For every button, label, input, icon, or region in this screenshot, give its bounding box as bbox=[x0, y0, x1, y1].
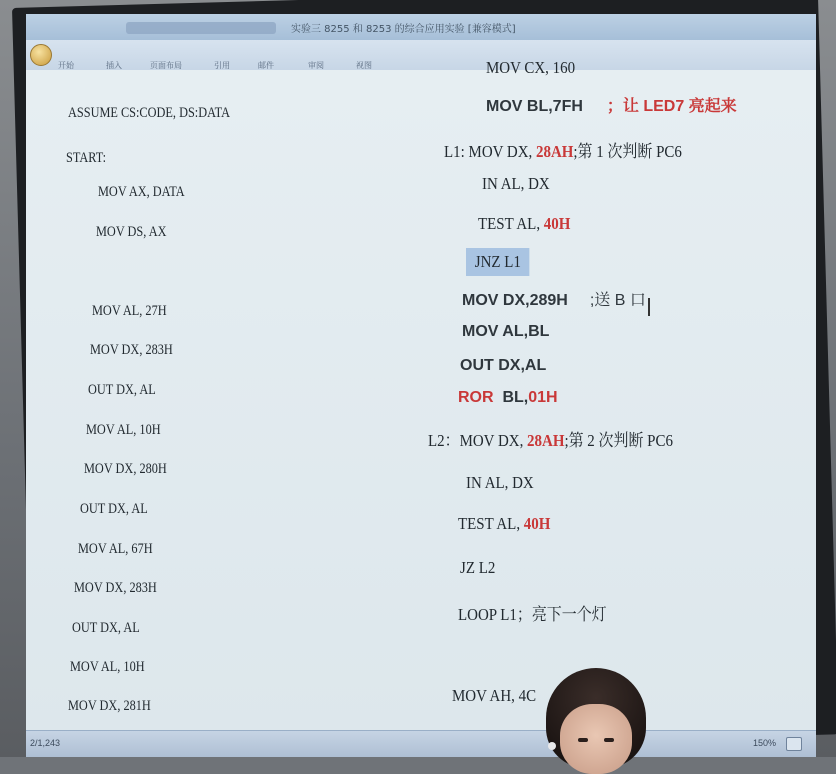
l1-port: 28AH bbox=[535, 142, 574, 161]
tab-insert[interactable]: 插入 bbox=[106, 61, 122, 70]
page-indicator[interactable]: 2/1,243 bbox=[30, 738, 61, 748]
code-line-jz: JZ L2 bbox=[460, 558, 496, 577]
code-line-in-al-2: IN AL, DX bbox=[466, 473, 534, 492]
mov-dx-289h-instruction: MOV DX,289H bbox=[462, 292, 568, 309]
presenter-earring bbox=[548, 742, 556, 750]
code-line-mov-dx-281h: MOV DX, 281H bbox=[68, 698, 151, 714]
tab-mailings[interactable]: 邮件 bbox=[258, 61, 274, 70]
ribbon bbox=[26, 40, 816, 71]
code-line-test-1 bbox=[478, 214, 570, 234]
test-1-value: 40H bbox=[543, 214, 571, 233]
ror-value: 01H bbox=[528, 389, 558, 406]
office-button-icon[interactable] bbox=[30, 44, 52, 66]
code-line-mov-dx-280h: MOV DX, 280H bbox=[84, 461, 167, 477]
code-line-test-2 bbox=[458, 514, 550, 534]
code-line-assume: ASSUME CS:CODE, DS:DATA bbox=[68, 105, 231, 121]
code-line-mov-bl bbox=[486, 93, 737, 116]
mov-bl-instruction: MOV BL,7FH bbox=[486, 98, 583, 115]
tab-home[interactable]: 开始 bbox=[58, 61, 74, 70]
presenter-right-eye bbox=[604, 738, 614, 742]
zoom-out-icon[interactable] bbox=[786, 737, 802, 751]
tab-references[interactable]: 引用 bbox=[214, 61, 230, 70]
presenter-head bbox=[540, 668, 652, 757]
code-line-mov-al-bl: MOV AL,BL bbox=[462, 323, 550, 340]
window-title: 实验三 8255 和 8253 的综合应用实验 [兼容模式] bbox=[291, 24, 516, 35]
document-area[interactable] bbox=[26, 70, 816, 731]
code-line-mov-al-67h: MOV AL, 67H bbox=[78, 541, 153, 557]
test-2-value: 40H bbox=[523, 514, 551, 533]
code-line-mov-ah: MOV AH, 4C bbox=[452, 686, 537, 705]
mov-bl-comment: ；让 LED7 亮起来 bbox=[606, 98, 737, 115]
code-line-mov-dx-283h-2: MOV DX, 283H bbox=[74, 580, 157, 596]
text-cursor bbox=[648, 298, 650, 316]
code-line-in-al-1: IN AL, DX bbox=[482, 174, 550, 193]
code-line-mov-cx: MOV CX, 160 bbox=[486, 58, 576, 77]
mov-dx-289h-comment: ;送 B 口 bbox=[589, 292, 646, 309]
code-line-start: START: bbox=[66, 150, 107, 166]
status-bar bbox=[26, 730, 816, 757]
code-line-mov-al-10h-2: MOV AL, 10H bbox=[70, 659, 145, 675]
l1-comment: ;第 1 次判断 PC6 bbox=[573, 142, 682, 161]
l2-port: 28AH bbox=[527, 431, 565, 450]
code-line-out-dx-al-3: OUT DX, AL bbox=[72, 620, 140, 636]
code-line-mov-al-10h: MOV AL, 10H bbox=[86, 422, 161, 438]
tab-page-layout[interactable]: 页面布局 bbox=[150, 61, 182, 70]
code-line-mov-dx-283h: MOV DX, 283H bbox=[90, 342, 173, 358]
code-line-l1 bbox=[444, 137, 682, 162]
code-line-out-dx-al-right: OUT DX,AL bbox=[460, 357, 547, 374]
code-line-ror bbox=[458, 389, 558, 407]
code-line-jnz-selected[interactable]: JNZ L1 bbox=[466, 248, 530, 276]
tab-view[interactable]: 视图 bbox=[356, 61, 372, 70]
code-line-loop: LOOP L1；亮下一个灯 bbox=[458, 605, 607, 624]
code-line-mov-al-27h: MOV AL, 27H bbox=[92, 303, 167, 319]
l2-comment: ;第 2 次判断 PC6 bbox=[564, 431, 673, 450]
presenter-face bbox=[560, 704, 632, 774]
l1-instruction: L1: MOV DX, bbox=[444, 142, 536, 161]
code-line-mov-ax-data: MOV AX, DATA bbox=[98, 184, 185, 200]
test-2-instruction: TEST AL, bbox=[458, 514, 524, 533]
presenter-left-eye bbox=[578, 738, 588, 742]
title-bar bbox=[26, 14, 816, 40]
zoom-level[interactable]: 150% bbox=[752, 738, 776, 748]
test-1-instruction: TEST AL, bbox=[478, 214, 544, 233]
code-line-out-dx-al-1: OUT DX, AL bbox=[88, 382, 156, 398]
code-line-out-dx-al-2: OUT DX, AL bbox=[80, 501, 148, 517]
code-line-mov-dx-289h bbox=[462, 287, 646, 310]
code-line-l2 bbox=[428, 426, 673, 451]
tab-review[interactable]: 审阅 bbox=[308, 61, 324, 70]
ror-keyword: ROR bbox=[458, 389, 494, 406]
code-line-mov-ds-ax: MOV DS, AX bbox=[96, 224, 167, 240]
quick-access-toolbar[interactable] bbox=[126, 22, 276, 34]
ror-args: BL, bbox=[493, 389, 529, 406]
l2-instruction: L2：MOV DX, bbox=[428, 431, 528, 450]
